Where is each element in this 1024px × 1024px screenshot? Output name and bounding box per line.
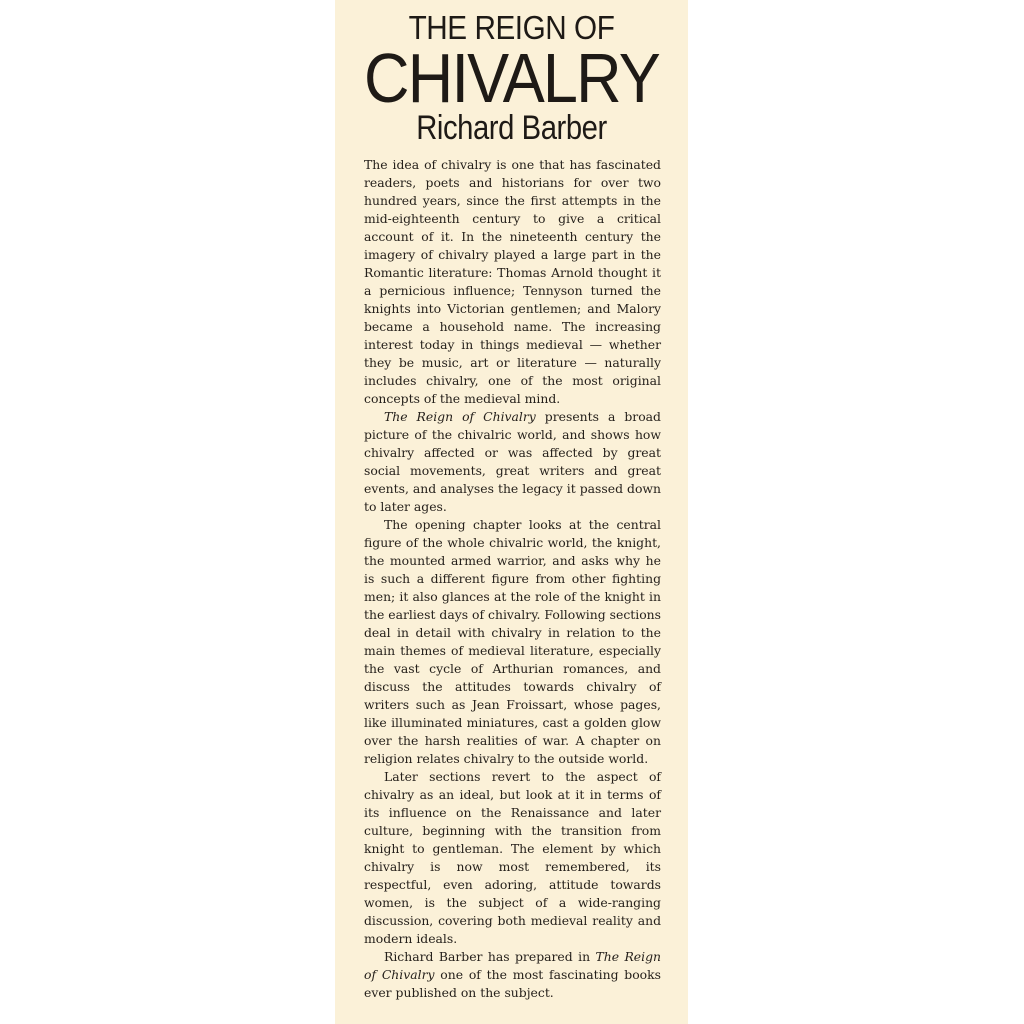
paragraph-5-post: one of the most fascinating books ever published on the subject. (364, 967, 662, 1000)
blurb-paragraph-3: The opening chapter looks at the central figure of the whole chivalric world, the knight, the mounted armed warrior, and asks why he is such a different figure from other fighting men; it also glances at the role of the knight in the earliest days of chivalry. Following sections deal in detail with chivalry in relation to the main themes of medieval literature, especially the vast cycle of Arthurian romances, and discuss the attitudes towards chivalry of writers such as Jean Froissart, whose pages, like illuminated miniatures, cast a golden glow over the harsh realities of war. A chapter on religion relates chivalry to the outside world. (364, 517, 661, 766)
blurb-paragraph-4: Later sections revert to the aspect of chivalry as an ideal, but look at it in terms of its influence on the Renaissance and later culture, beginning with the transition from knight to gentleman. The element by which chivalry is now most remembered, its respectful, even adoring, attitude towards women, is the subject of a wide-ranging discussion, covering both medieval reality and modern ideals. (364, 769, 661, 946)
title-line-2: CHIVALRY (364, 39, 659, 117)
blurb-text (364, 156, 661, 1002)
book-jacket-flap (335, 0, 688, 1024)
paragraph-5-pre: Richard Barber has prepared in (384, 949, 596, 964)
paragraph-2-rest: presents a broad picture of the chivalric world, and shows how chivalry affected or was affected by great social movements, great writers and great events, and analyses the legacy it passed down to later ages. (364, 409, 661, 514)
blurb-paragraph-2 (364, 408, 661, 516)
blurb-paragraph-1: The idea of chivalry is one that has fascinated readers, poets and historians for over two hundred years, since the first attempts in the mid-eighteenth century to give a critical account of it. In the nineteenth century the imagery of chivalry played a large part in the Romantic literature: Thomas Arnold thought it a pernicious influence; Tennyson turned the knights into Victorian gentlemen; and Malory became a household name. The increasing interest today in things medieval — whether they be music, art or literature — naturally includes chivalry, one of the most original concepts of the medieval mind. (364, 157, 661, 406)
title-line-1: THE REIGN OF (408, 9, 615, 46)
book-title-italic: The Reign of Chivalry (384, 409, 536, 424)
book-title-italic-2: The Reign of Chivalry (364, 949, 661, 982)
author-name: Richard Barber (416, 109, 607, 147)
blurb-paragraph-5 (364, 948, 661, 1002)
